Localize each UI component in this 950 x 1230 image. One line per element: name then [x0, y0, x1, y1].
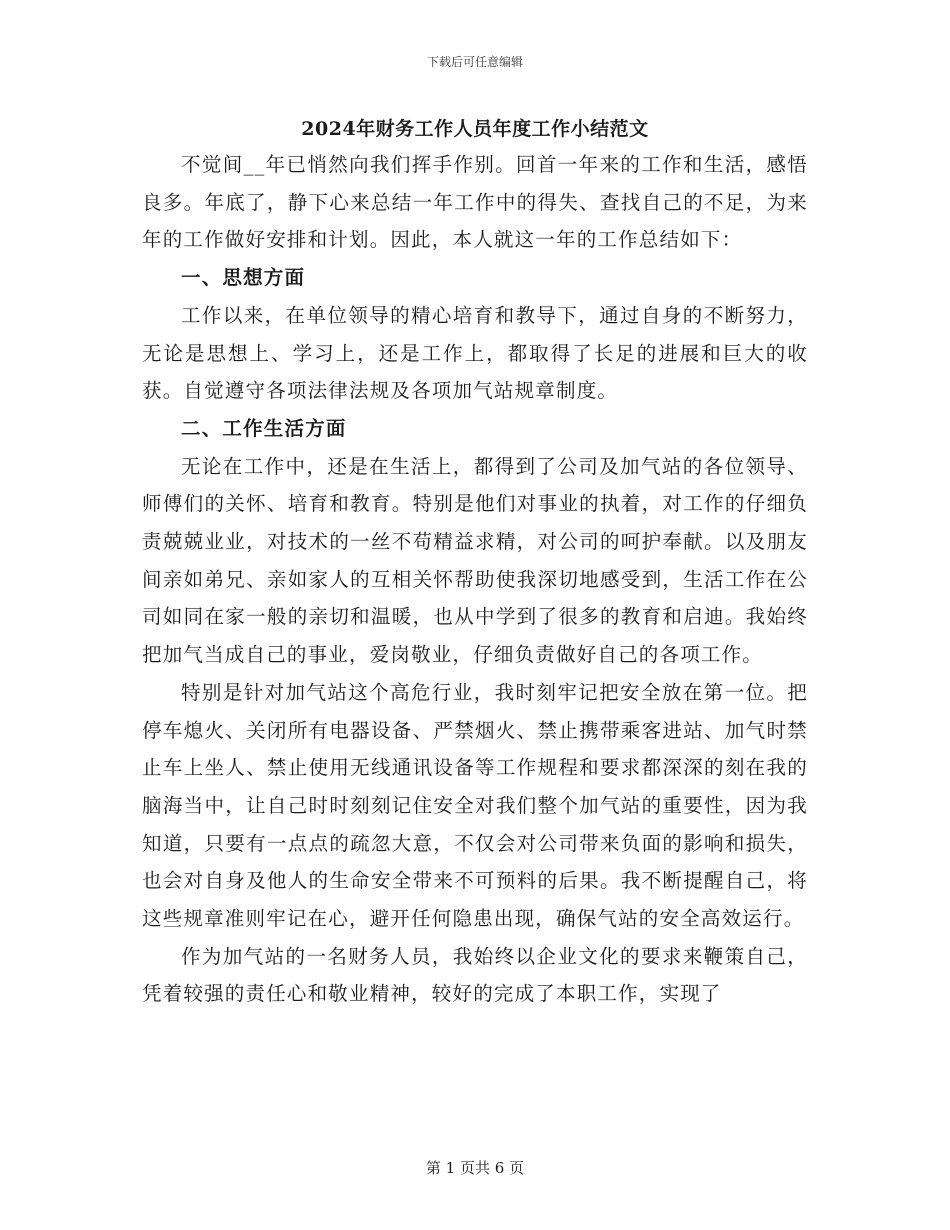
section-heading-thought: 一、思想方面	[181, 266, 306, 290]
document-body	[142, 146, 808, 1013]
safety-paragraph: 特别是针对加气站这个高危行业，我时刻牢记把安全放在第一位。把停车熄火、关闭所有电器设备、严禁烟火、禁止携带乘客进站、加气时禁止车上坐人、禁止使用无线通讯设备等工作规程和要求都深深的刻在我的脑海当中，让自己时时刻刻记住安全对我们整个加气站的重要性，因为我知道，只要有一点点的疏忽大意，不仅会对公司带来负面的影响和损失，也会对自身及他人的生命安全带来不可预料的后果。我不断提醒自己，将这些规章准则牢记在心，避开任何隐患出现，确保气站的安全高效运行。	[142, 680, 808, 931]
intro-paragraph: 不觉间__年已悄然向我们挥手作别。回首一年来的工作和生活，感悟良多。年底了，静下心来总结一年工作中的得失、查找自己的不足，为来年的工作做好安排和计划。因此，本人就这一年的工作总结如下：	[142, 153, 808, 252]
document-title: 2024年财务工作人员年度工作小结范文	[301, 118, 649, 140]
finance-paragraph: 作为加气站的一名财务人员，我始终以企业文化的要求来鞭策自己，凭着较强的责任心和敬业精神，较好的完成了本职工作，实现了	[142, 944, 808, 1006]
work-life-paragraph: 无论在工作中，还是在生活上，都得到了公司及加气站的各位领导、师傅们的关怀、培育和教育。特别是他们对事业的执着，对工作的仔细负责兢兢业业，对技术的一丝不苟精益求精，对公司的呵护奉献。以及朋友间亲如弟兄、亲如家人的互相关怀帮助使我深切地感受到，生活工作在公司如同在家一般的亲切和温暖，也从中学到了很多的教育和启迪。我始终把加气当成自己的事业，爱岗敬业，仔细负责做好自己的各项工作。	[142, 454, 808, 667]
thought-paragraph: 工作以来，在单位领导的精心培育和教导下，通过自身的不断努力，无论是思想上、学习上，还是工作上，都取得了长足的进展和巨大的收获。自觉遵守各项法律法规及各项加气站规章制度。	[142, 303, 808, 403]
section-heading-work-life: 二、工作生活方面	[181, 416, 347, 440]
page-number-footer: 第 1 页共 6 页	[425, 1159, 525, 1177]
header-note: 下载后可任意编辑	[426, 55, 523, 69]
